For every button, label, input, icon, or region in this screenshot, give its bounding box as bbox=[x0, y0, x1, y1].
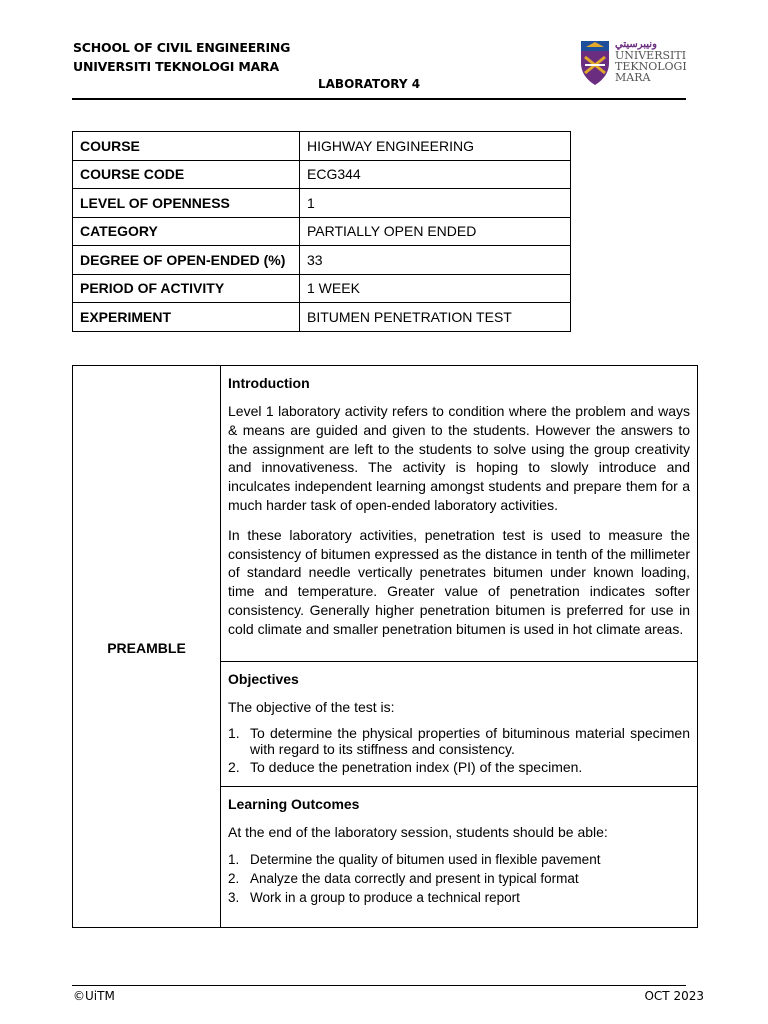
row-label: EXPERIMENT bbox=[73, 303, 300, 332]
row-value: ECG344 bbox=[300, 160, 571, 189]
list-number: 2. bbox=[228, 758, 240, 775]
table-row bbox=[73, 160, 571, 189]
list-item bbox=[228, 759, 690, 775]
logo-wordmark bbox=[615, 39, 687, 83]
learning-outcomes-lead: At the end of the laboratory session, students should be able: bbox=[228, 824, 608, 840]
lab-title: LABORATORY 4 bbox=[318, 77, 421, 91]
table-row bbox=[73, 274, 571, 303]
introduction-paragraph-2: In these laboratory activities, penetration test is used to measure the consistency of bitumen expressed as the distance in tenth of the millimeter of standard needle vertically penetrates bitumen under known loading, time and temperature. Greater value of penetration indicates softer consistency. Generally higher penetration bitumen is preferred for use in cold climate and smaller penetration bitumen is used in hot climate areas. bbox=[228, 526, 690, 637]
row-label: COURSE CODE bbox=[73, 160, 300, 189]
learning-outcomes-section bbox=[221, 787, 697, 927]
objectives-lead: The objective of the test is: bbox=[228, 699, 395, 715]
footer-date: OCT 2023 bbox=[644, 989, 704, 1003]
list-item bbox=[228, 850, 690, 869]
list-number: 2. bbox=[228, 870, 240, 886]
logo-line-3: MARA bbox=[615, 71, 651, 84]
row-label: PERIOD OF ACTIVITY bbox=[73, 274, 300, 303]
school-line: SCHOOL OF CIVIL ENGINEERING bbox=[73, 40, 291, 55]
introduction-title: Introduction bbox=[228, 375, 310, 391]
list-text: Work in a group to produce a technical report bbox=[250, 889, 520, 905]
logo-line-1: UNIVERSITI bbox=[615, 49, 687, 62]
list-item bbox=[228, 725, 690, 757]
uitm-logo bbox=[578, 35, 688, 90]
row-label: CATEGORY bbox=[73, 217, 300, 246]
table-row bbox=[73, 189, 571, 218]
row-value: 1 WEEK bbox=[300, 274, 571, 303]
footer-divider bbox=[72, 985, 686, 986]
table-row bbox=[73, 246, 571, 275]
table-row bbox=[73, 132, 571, 161]
learning-outcomes-title: Learning Outcomes bbox=[228, 796, 360, 812]
footer-copyright: ©UiTM bbox=[73, 989, 115, 1003]
objectives-title: Objectives bbox=[228, 671, 299, 687]
table-row bbox=[73, 217, 571, 246]
header-divider bbox=[72, 98, 686, 100]
logo-line-2: TEKNOLOGI bbox=[615, 60, 687, 73]
row-value: 33 bbox=[300, 246, 571, 275]
list-text: Determine the quality of bitumen used in flexible pavement bbox=[250, 851, 601, 867]
list-item bbox=[228, 869, 690, 888]
row-value: BITUMEN PENETRATION TEST bbox=[300, 303, 571, 332]
row-label: LEVEL OF OPENNESS bbox=[73, 189, 300, 218]
objectives-section bbox=[221, 662, 697, 787]
list-text: Analyze the data correctly and present in typical format bbox=[250, 870, 579, 886]
list-number: 3. bbox=[228, 889, 240, 905]
row-label: DEGREE OF OPEN-ENDED (%) bbox=[73, 246, 300, 275]
crest-icon bbox=[578, 37, 612, 87]
row-label: COURSE bbox=[73, 132, 300, 161]
list-number: 1. bbox=[228, 851, 240, 867]
learning-outcomes-list bbox=[228, 850, 690, 907]
course-info-table bbox=[72, 131, 571, 332]
objectives-list bbox=[228, 725, 690, 775]
row-value: HIGHWAY ENGINEERING bbox=[300, 132, 571, 161]
preamble-label: PREAMBLE bbox=[73, 366, 221, 927]
list-number: 1. bbox=[228, 724, 240, 741]
school-name bbox=[73, 38, 290, 76]
university-line: UNIVERSITI TEKNOLOGI MARA bbox=[73, 59, 279, 74]
list-text: To determine the physical properties of bituminous material specimen with regard to its stiffness and consistency. bbox=[250, 724, 690, 757]
preamble-table bbox=[72, 365, 698, 928]
row-value: PARTIALLY OPEN ENDED bbox=[300, 217, 571, 246]
logo-jawi-mark: ﻭﻧﻴﺒﺮﺳﻴﺘﻲ bbox=[615, 39, 657, 50]
introduction-paragraph-1: Level 1 laboratory activity refers to condition where the problem and ways & means are guided and given to the students. However the answers to the assignment are left to the students to solve using the group creativity and innovativeness. The activity is hoping to slowly introduce and inculcates independent learning amongst students and prepare them for a much harder task of open-ended laboratory activities. bbox=[228, 403, 690, 513]
introduction-section bbox=[221, 366, 697, 662]
row-value: 1 bbox=[300, 189, 571, 218]
list-text: To deduce the penetration index (PI) of the specimen. bbox=[250, 758, 583, 775]
table-row bbox=[73, 303, 571, 332]
list-item bbox=[228, 888, 690, 907]
